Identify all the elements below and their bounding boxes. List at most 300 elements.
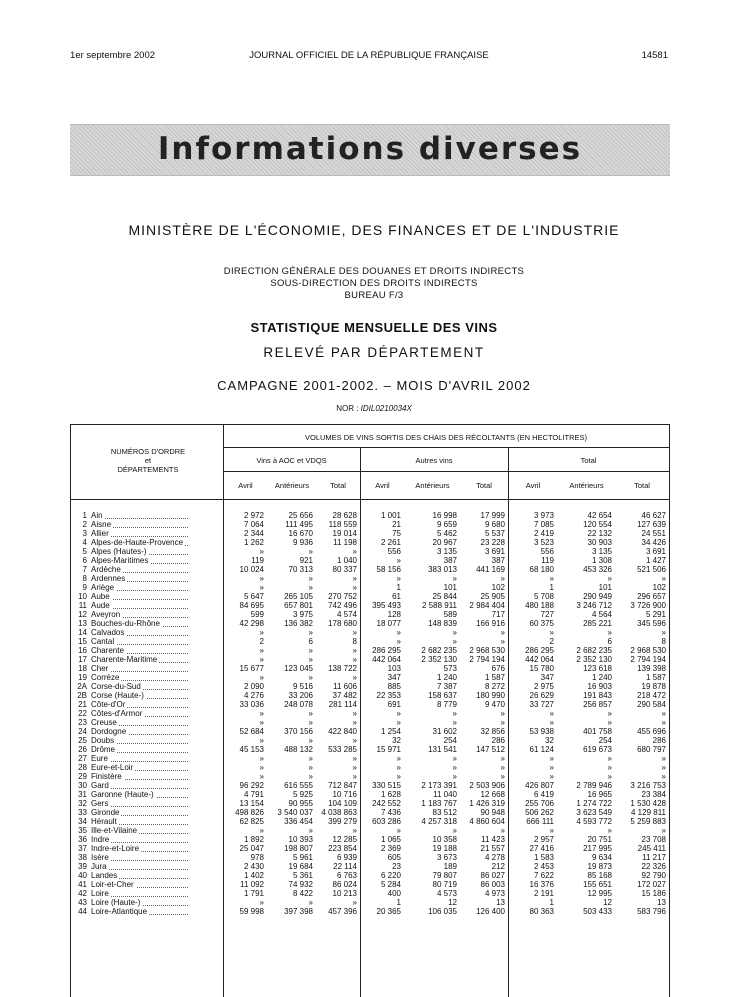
table-row [71,574,669,583]
table-cell: 7 064 [243,520,264,529]
table-row [71,718,669,727]
table-cell: 978 [250,853,264,862]
table-cell: 8 779 [436,700,457,709]
table-cell: » [352,547,357,556]
table-cell: 8 272 [484,682,505,691]
table-cell: » [661,709,666,718]
table-cell: 33 727 [529,700,554,709]
dept-name: Alpes-de-Haute-Provence [91,538,184,547]
table-cell: » [500,754,505,763]
table-cell: 2 090 [243,682,264,691]
table-cell: 4 574 [336,610,357,619]
table-cell: 619 673 [583,745,612,754]
table-cell: » [352,772,357,781]
group-header-total: Total [580,456,597,465]
group-header-aoc: Vins à AOC et VDQS [256,456,327,465]
table-cell: » [308,673,313,682]
volumes-header: VOLUMES DE VINS SORTIS DES CHAIS DES RÉCOLTANTS (EN HECTOLITRES) [305,433,587,442]
dept-name: Indre [91,835,110,844]
table-cell: 5 284 [380,880,401,889]
table-cell: » [607,772,612,781]
table-cell: 218 472 [637,691,666,700]
table-cell: 3 135 [436,547,457,556]
table-row [71,754,669,763]
table-cell: » [661,574,666,583]
table-cell: 101 [598,583,612,592]
dept-name: Finistère [91,772,122,781]
table-cell: 2 984 404 [469,601,505,610]
table-cell: 10 024 [239,565,264,574]
table-cell: 1 628 [380,790,401,799]
table-cell: 286 295 [372,646,401,655]
table-cell: 286 [491,736,505,745]
table-cell: » [308,736,313,745]
table-cell: 3 540 037 [277,808,313,817]
table-cell: » [396,628,401,637]
table-cell: 148 839 [428,619,457,628]
table-cell: » [607,574,612,583]
dept-number: 14 [78,628,87,637]
table-cell: 1 [396,583,401,592]
table-row [71,889,669,898]
table-cell: 138 722 [328,664,357,673]
dept-name: Ille-et-Vilaine [91,826,138,835]
table-cell: 96 292 [239,781,264,790]
header-date: 1er septembre 2002 [70,50,156,61]
table-cell: 442 064 [372,655,401,664]
table-cell: 290 949 [583,592,612,601]
table-cell: » [452,754,457,763]
table-cell: 599 [250,610,264,619]
table-cell: 589 [443,610,457,619]
table-cell: 453 326 [583,565,612,574]
table-cell: » [308,709,313,718]
table-cell: » [661,763,666,772]
table-row [71,817,669,826]
table-cell: 23 708 [641,835,666,844]
table-cell: 33 206 [288,691,313,700]
table-cell: 347 [387,673,401,682]
table-cell: 2 975 [533,682,554,691]
table-cell: 2 789 946 [576,781,612,790]
dept-name: Creuse [91,718,117,727]
dept-name: Charente-Maritime [91,655,158,664]
table-cell: 45 153 [239,745,264,754]
table-cell: 22 353 [376,691,401,700]
dept-number: 30 [78,781,87,790]
dept-name: Aube [91,592,110,601]
table-cell: 28 628 [332,511,357,520]
table-cell: 4 278 [484,853,505,862]
table-cell: » [452,637,457,646]
table-cell: 5 961 [292,853,313,862]
subcol-avril: Avril [238,481,253,490]
table-cell: 281 114 [328,700,357,709]
dept-number: 38 [78,853,87,862]
table-row [71,709,669,718]
table-cell: 123 618 [583,664,612,673]
table-cell: 270 752 [328,592,357,601]
dept-number: 42 [78,889,87,898]
dept-number: 9 [82,583,87,592]
dept-number: 43 [78,898,87,907]
table-cell: 37 482 [332,691,357,700]
table-cell: 4 276 [243,691,264,700]
table-cell: 691 [387,700,401,709]
dept-name: Corse (Haute-) [91,691,144,700]
table-cell: 1 240 [436,673,457,682]
table-cell: » [308,754,313,763]
table-cell: 10 213 [332,889,357,898]
table-cell: 1 426 319 [469,799,505,808]
dept-number: 40 [78,871,87,880]
table-cell: 605 [387,853,401,862]
dept-number: 17 [78,655,87,664]
table-cell: 2 957 [533,835,554,844]
table-cell: 254 [443,736,457,745]
dept-number: 26 [78,745,87,754]
dept-number: 27 [78,754,87,763]
table-cell: 2 419 [533,529,554,538]
table-cell: 2 972 [243,511,264,520]
dept-name: Eure-et-Loir [91,763,134,772]
table-cell: 9 680 [484,520,505,529]
dept-number: 41 [78,880,87,889]
table-cell: 24 551 [641,529,666,538]
table-cell: 90 948 [480,808,505,817]
table-cell: 16 965 [587,790,612,799]
table-cell: » [500,763,505,772]
table-cell: » [352,646,357,655]
table-cell: » [308,898,313,907]
table-cell: » [259,655,264,664]
table-cell: 5 259 883 [630,817,666,826]
table-cell: 9 470 [484,700,505,709]
table-cell: 155 651 [583,880,612,889]
table-cell: 86 027 [480,871,505,880]
table-cell: 1 892 [243,835,264,844]
table-cell: » [661,628,666,637]
table-cell: 1 001 [380,511,401,520]
table-row [71,781,669,790]
subcol-avril: Avril [525,481,541,490]
table-cell: 17 999 [480,511,505,520]
table-cell: 4 038 863 [321,808,357,817]
table-row [71,619,669,628]
dept-name: Loire (Haute-) [91,898,141,907]
table-cell: 3 691 [645,547,666,556]
dept-number: 44 [78,907,87,916]
table-cell: 1 [396,898,401,907]
table-cell: 126 400 [476,907,505,916]
table-cell: 1 308 [591,556,612,565]
table-cell: » [661,754,666,763]
table-cell: 12 995 [587,889,612,898]
table-cell: 34 426 [641,538,666,547]
table-cell: 395 493 [372,601,401,610]
table-row [71,529,669,538]
table-cell: » [549,709,554,718]
table-cell: 727 [540,610,554,619]
table-cell: 3 973 [533,511,554,520]
table-cell: 2 968 530 [630,646,666,655]
table-cell: » [549,754,554,763]
table-cell: 245 411 [637,844,666,853]
table-cell: 2 191 [533,889,554,898]
table-cell: 2 173 391 [421,781,457,790]
table-cell: » [549,718,554,727]
header-page-number: 14581 [641,50,668,61]
dept-name: Côtes-d'Armor [91,709,143,718]
table-cell: 13 154 [239,799,264,808]
table-row [71,583,669,592]
table-cell: » [352,655,357,664]
table-cell: » [500,718,505,727]
table-cell: 32 [392,736,401,745]
table-cell: 32 [545,736,554,745]
table-row [71,772,669,781]
table-cell: 4 564 [591,610,612,619]
table-cell: 16 670 [288,529,313,538]
dept-number: 2A [77,682,87,691]
dept-number: 23 [78,718,87,727]
table-cell: 22 326 [641,862,666,871]
table-cell: 1 040 [336,556,357,565]
table-cell: 422 840 [328,727,357,736]
dept-number: 25 [78,736,87,745]
table-row [71,799,669,808]
dept-name: Ardennes [91,574,126,583]
table-cell: 2 588 911 [422,601,457,610]
wine-statistics-table [70,424,670,997]
table-row [71,727,669,736]
table-cell: 23 384 [641,790,666,799]
table-cell: 1 530 428 [630,799,666,808]
table-cell: » [259,736,264,745]
dept-name: Indre-et-Loire [91,844,140,853]
table-cell: 399 279 [328,817,357,826]
table-cell: 3 673 [436,853,457,862]
table-cell: 387 [443,556,457,565]
table-cell: 8 [352,637,357,646]
dept-number: 31 [78,790,87,799]
table-cell: 5 462 [436,529,457,538]
table-cell: 7 387 [436,682,457,691]
table-cell: 10 716 [332,790,357,799]
table-cell: » [308,547,313,556]
table-cell: 265 105 [284,592,313,601]
table-cell: 61 124 [529,745,554,754]
table-row [71,646,669,655]
table-cell: 90 955 [288,799,313,808]
table-row [71,601,669,610]
table-cell: » [259,763,264,772]
table-cell: 6 939 [336,853,357,862]
table-cell: 4 791 [243,790,264,799]
table-cell: 86 024 [332,880,357,889]
table-cell: 1 402 [243,871,264,880]
table-cell: 4 257 318 [421,817,457,826]
table-cell: 2 369 [380,844,401,853]
table-cell: 498 826 [235,808,264,817]
table-cell: 127 639 [637,520,666,529]
table-row [71,538,669,547]
table-cell: 7 622 [533,871,554,880]
table-cell: » [607,628,612,637]
dept-name: Eure [91,754,108,763]
dept-name: Hérault [91,817,117,826]
table-cell: 20 365 [376,907,401,916]
table-cell: 8 422 [292,889,313,898]
table-cell: 521 506 [637,565,666,574]
table-cell: 3 246 712 [576,601,612,610]
table-row [71,763,669,772]
table-cell: 131 541 [428,745,457,754]
table-cell: 101 [443,583,457,592]
table-cell: 12 668 [480,790,505,799]
table-cell: 1 240 [591,673,612,682]
table-row [71,520,669,529]
table-cell: » [308,826,313,835]
table-cell: 21 557 [480,844,505,853]
dept-number: 5 [82,547,87,556]
table-row [71,682,669,691]
table-cell: 10 393 [288,835,313,844]
table-cell: » [259,709,264,718]
table-cell: 1 427 [645,556,666,565]
table-cell: 16 998 [432,511,457,520]
table-cell: 11 198 [333,538,357,547]
banner-title: Informations diverses [157,131,583,167]
nor-label: NOR : [336,404,359,413]
table-cell: 19 684 [288,862,313,871]
table-row [71,853,669,862]
dept-number: 1 [82,511,87,520]
table-cell: 506 262 [525,808,554,817]
table-cell: 217 995 [583,844,612,853]
table-cell: 80 719 [432,880,457,889]
table-cell: 80 363 [529,907,554,916]
table-cell: 61 [392,592,401,601]
table-cell: 921 [299,556,313,565]
table-cell: 166 916 [476,619,505,628]
table-cell: 717 [491,610,505,619]
dept-number: 10 [78,592,87,601]
table-cell: 74 932 [288,880,313,889]
table-cell: » [396,556,401,565]
dept-name: Ariège [91,583,115,592]
table-body [71,511,669,916]
table-cell: » [308,655,313,664]
subcol-anterieurs: Antérieurs [274,481,310,490]
table-cell: 11 606 [333,682,357,691]
table-cell: 12 285 [332,835,357,844]
table-cell: » [396,637,401,646]
table-cell: 9 516 [292,682,313,691]
table-cell: 15 971 [376,745,401,754]
table-cell: 8 [661,637,666,646]
table-cell: 556 [540,547,554,556]
table-cell: 248 078 [284,700,313,709]
table-row [71,835,669,844]
table-cell: 556 [387,547,401,556]
table-row [71,862,669,871]
table-cell: 3 691 [484,547,505,556]
table-cell: 128 [387,610,401,619]
dept-name: Alpes (Hautes-) [91,547,147,556]
table-cell: » [308,583,313,592]
table-cell: » [259,646,264,655]
table-cell: » [352,826,357,835]
table-cell: 573 [443,664,457,673]
table-cell: 15 186 [641,889,666,898]
table-cell: » [352,574,357,583]
table-cell: » [259,718,264,727]
subcol-total: Total [634,481,650,490]
table-cell: 401 758 [583,727,612,736]
dept-number: 7 [82,565,87,574]
table-row [71,556,669,565]
table-cell: » [661,772,666,781]
direction-line-1: DIRECTION GÉNÉRALE DES DOUANES ET DROITS INDIRECTS [223,266,525,277]
table-cell: » [308,763,313,772]
table-cell: 25 905 [480,592,505,601]
table-row [71,628,669,637]
table-cell: 25 047 [239,844,264,853]
table-cell: » [549,574,554,583]
table-cell: » [607,718,612,727]
table-row [71,547,669,556]
dept-number: 29 [78,772,87,781]
table-cell: 19 878 [641,682,666,691]
table-cell: 2 794 194 [469,655,505,664]
dept-number: 21 [78,700,87,709]
table-cell: 290 584 [637,700,666,709]
table-cell: 18 077 [376,619,401,628]
dept-name: Corse-du-Sud [91,682,141,691]
table-cell: 9 659 [436,520,457,529]
table-cell: 20 967 [432,538,457,547]
table-cell: 11 092 [240,880,264,889]
table-cell: 2 503 906 [469,781,505,790]
dept-number: 11 [78,601,87,610]
header-journal: JOURNAL OFFICIEL DE LA RÉPUBLIQUE FRANÇAISE [249,50,489,61]
table-cell: 3 216 753 [630,781,666,790]
table-cell: 20 751 [587,835,612,844]
table-row [71,655,669,664]
table-row [71,736,669,745]
dept-name: Dordogne [91,727,127,736]
table-row [71,898,669,907]
table-cell: 3 975 [292,610,313,619]
table-cell: » [259,628,264,637]
dept-name: Allier [91,529,109,538]
dept-number: 8 [82,574,87,583]
table-cell: 147 512 [476,745,505,754]
table-cell: 286 295 [525,646,554,655]
table-cell: 75 [392,529,401,538]
table-cell: 31 602 [432,727,457,736]
col-header-departements: NUMÉROS D'ORDRE et DÉPARTEMENTS [110,447,186,474]
table-cell: 25 844 [432,592,457,601]
subcol-total: Total [476,481,492,490]
table-cell: 1 791 [243,889,264,898]
table-cell: » [259,547,264,556]
table-cell: » [352,673,357,682]
table-cell: » [396,709,401,718]
table-cell: 136 382 [284,619,313,628]
table-cell: 1 274 722 [576,799,612,808]
